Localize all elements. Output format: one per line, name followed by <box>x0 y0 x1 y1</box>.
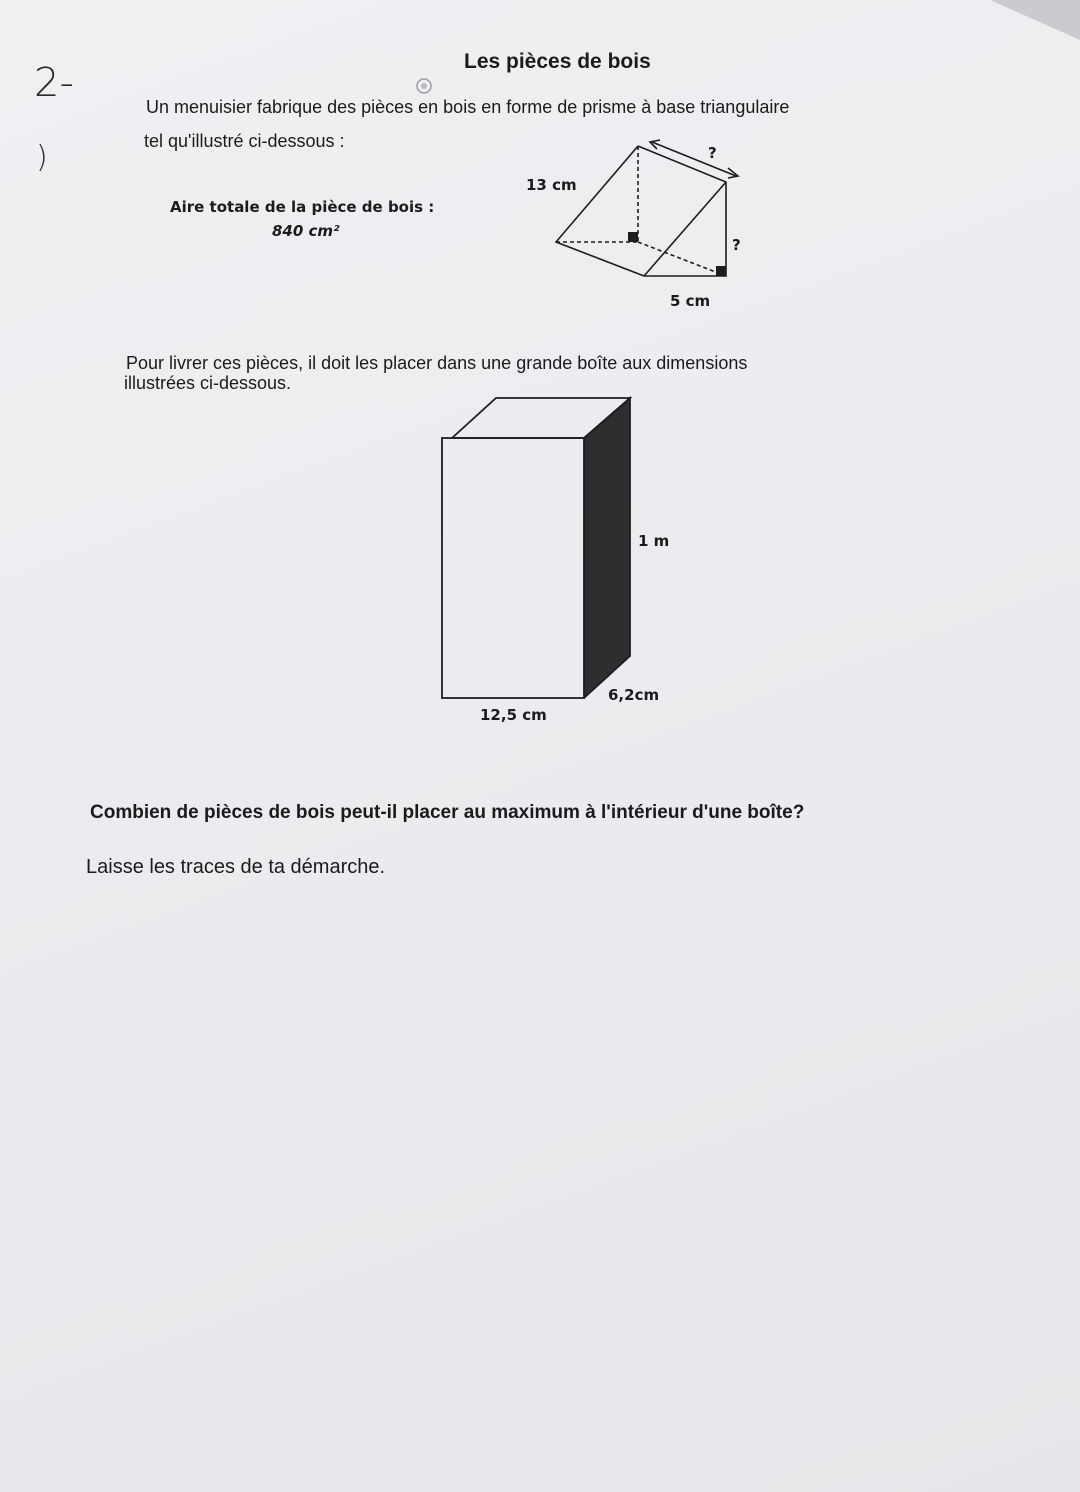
box-width-label: 12,5 cm <box>480 706 547 724</box>
right-angle-mark-back <box>628 232 638 242</box>
triangular-prism-figure <box>540 136 750 276</box>
intro-line-2: tel qu'illustré ci-dessous : <box>144 131 345 151</box>
area-label: Aire totale de la pièce de bois : <box>170 198 435 216</box>
box-height-label: 1 m <box>638 532 670 550</box>
prism-length-label: ? <box>708 144 717 162</box>
box-figure <box>440 392 640 706</box>
box-shaded-side <box>584 398 630 698</box>
intro-line-1: Un menuisier fabrique des pièces en bois en forme de prisme à base triangulaire <box>146 97 790 117</box>
box-front-face <box>442 438 584 698</box>
delivery-line-2: illustrées ci-dessous. <box>124 373 292 393</box>
prism-front-hypotenuse <box>644 182 726 276</box>
delivery-line-1: Pour livrer ces pièces, il doit les placer dans une grande boîte aux dimensions <box>126 353 748 373</box>
instruction-text: Laisse les traces de ta démarche. <box>86 856 386 878</box>
page-corner <box>990 0 1080 40</box>
prism-height-label: ? <box>732 236 741 254</box>
margin-number: 2- <box>34 60 74 106</box>
box-depth-label: 6,2cm <box>608 686 660 704</box>
page-title: Les pièces de bois <box>464 50 651 73</box>
right-angle-mark-front <box>716 266 726 276</box>
punch-mark-icon <box>414 76 436 98</box>
prism-hidden-diagonal <box>638 242 726 276</box>
prism-hypotenuse-label: 13 cm <box>526 176 577 194</box>
area-value: 840 cm² <box>272 222 340 240</box>
question-text: Combien de pièces de bois peut-il placer au maximum à l'intérieur d'une boîte? <box>90 802 805 823</box>
length-arrow <box>652 142 736 176</box>
margin-bracket: ) <box>36 140 48 175</box>
prism-base-label: 5 cm <box>670 292 711 310</box>
